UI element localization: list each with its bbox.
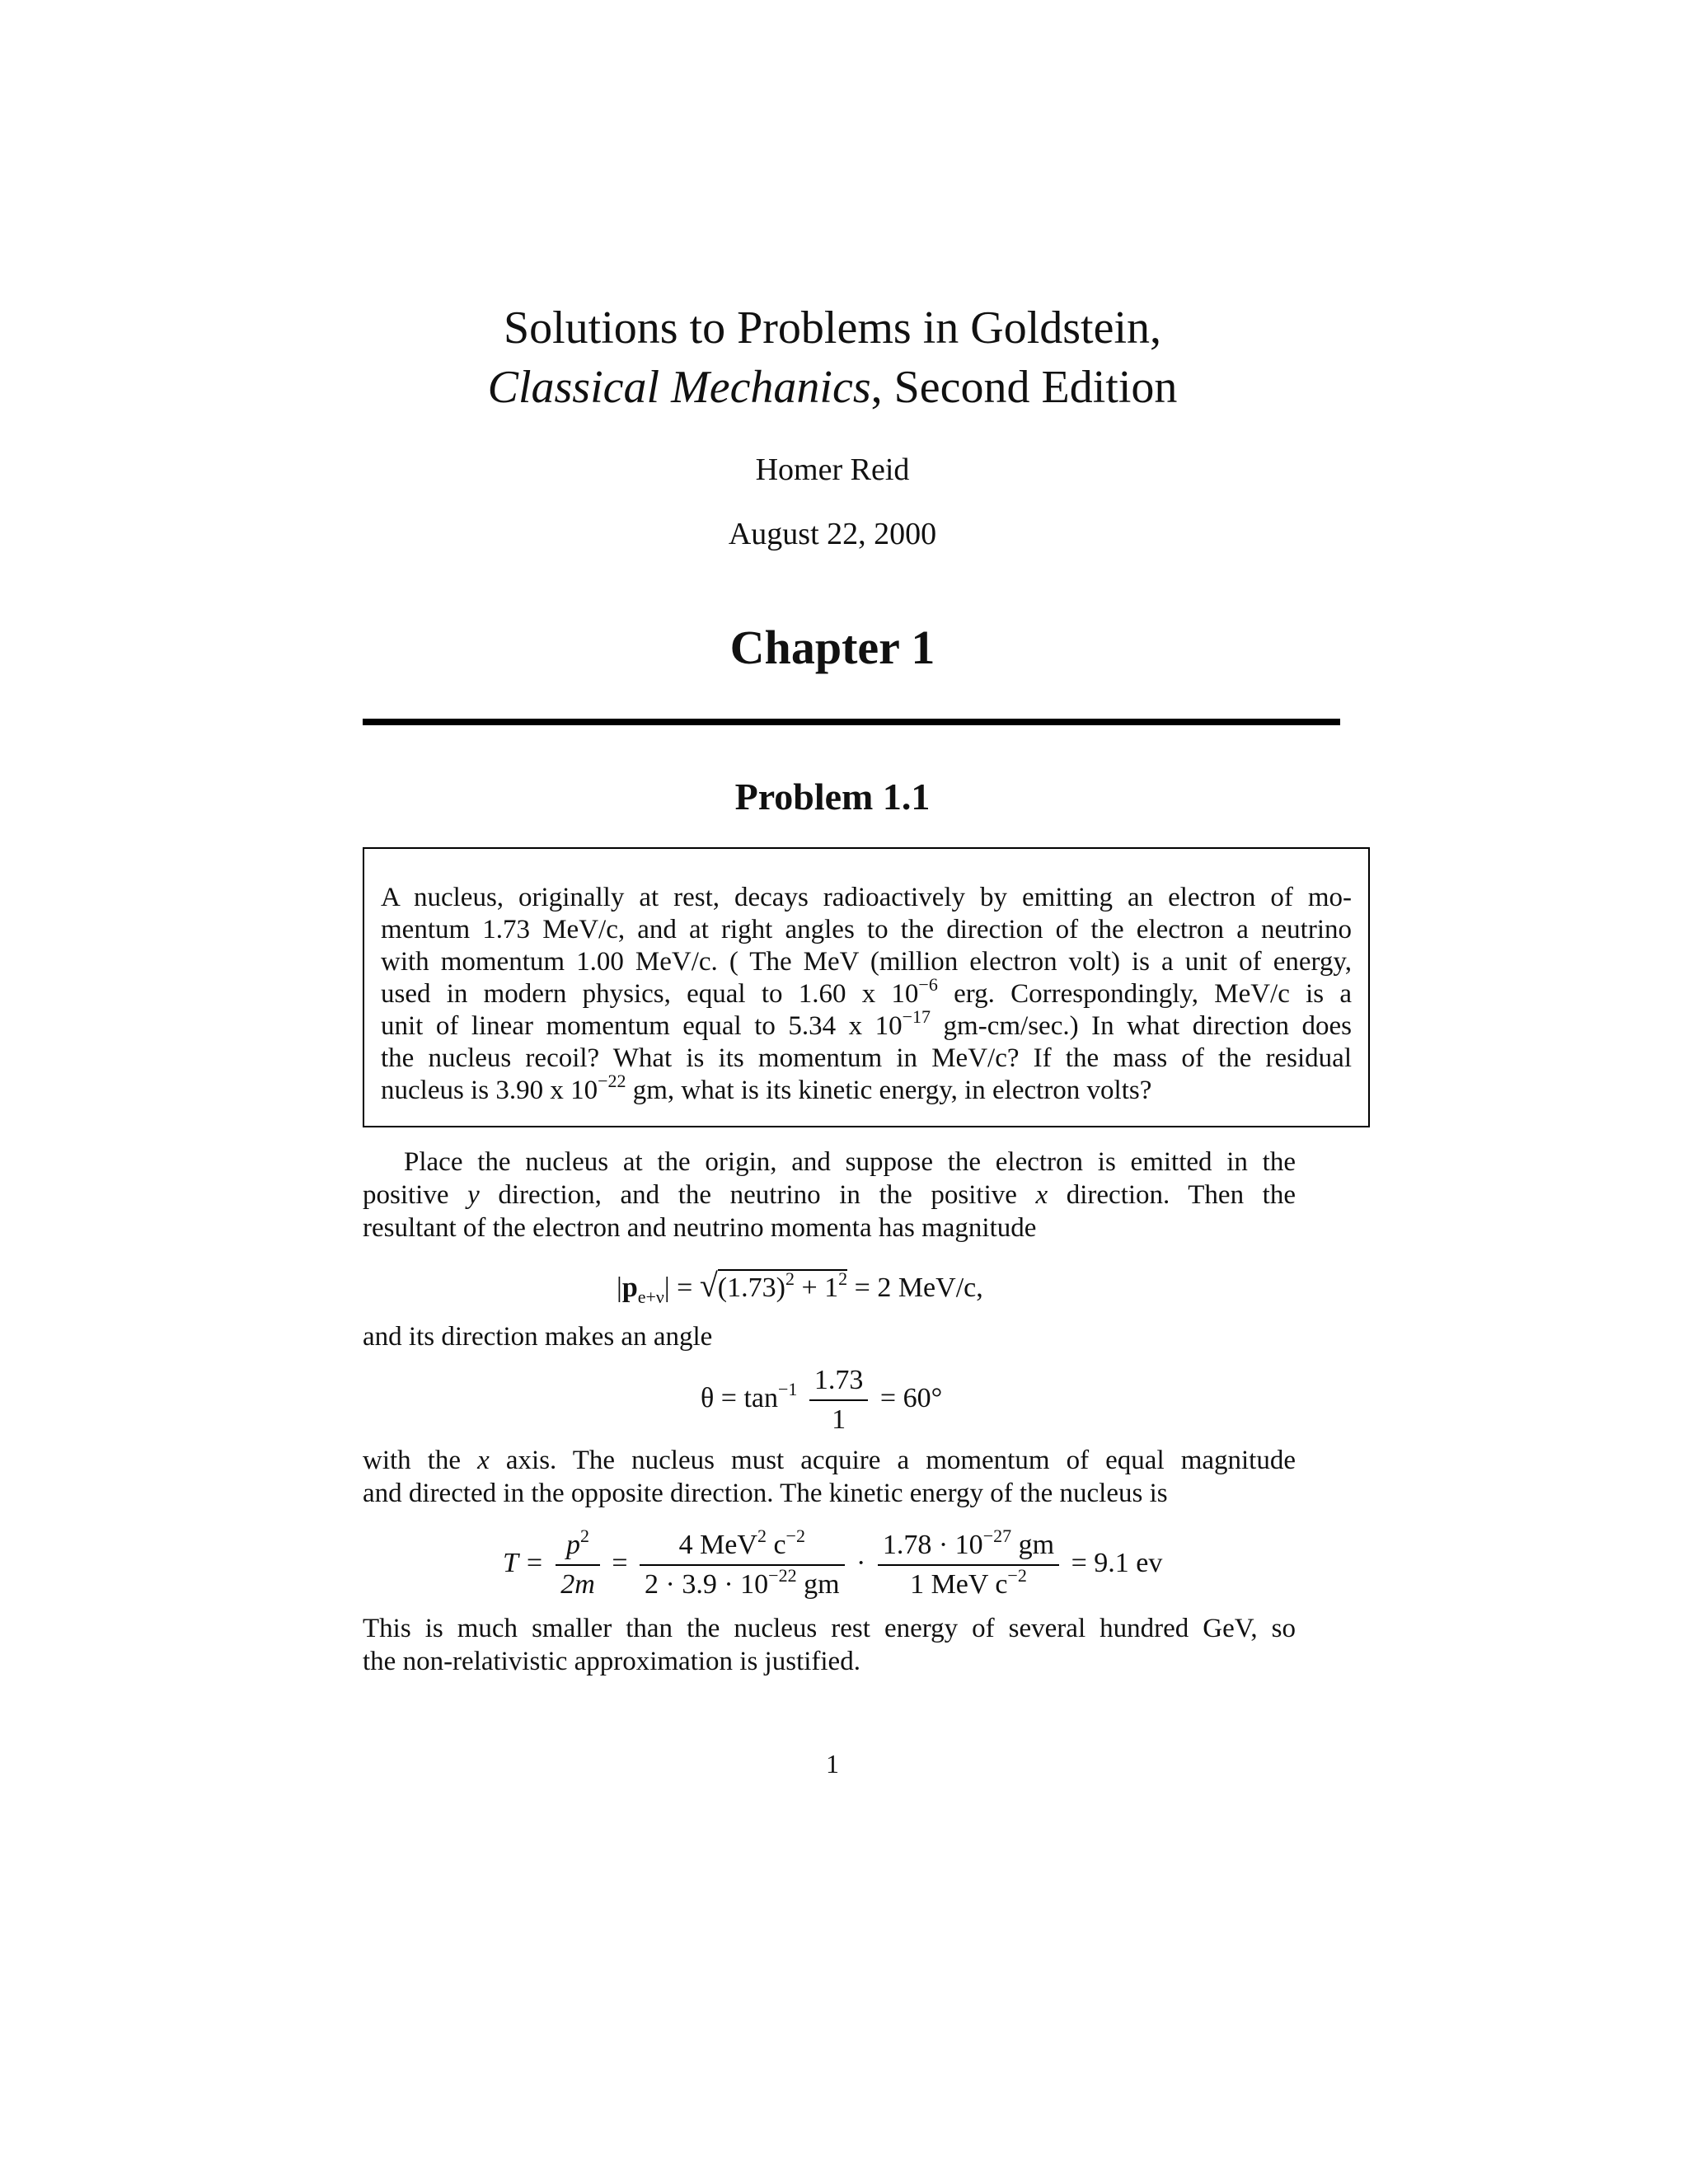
- exponent: −22: [598, 1071, 626, 1091]
- eq-text: (1.73): [717, 1272, 785, 1303]
- eq-subscript: e+ν: [637, 1286, 664, 1307]
- statement-text: gm, what is its kinetic energy, in electron volts?: [626, 1076, 1152, 1105]
- eq-text: =: [612, 1547, 628, 1578]
- edition-text: , Second Edition: [870, 362, 1178, 413]
- eq-text: ·: [856, 1547, 866, 1578]
- exponent: −1: [778, 1378, 798, 1399]
- statement-line: [381, 1071, 1352, 1107]
- equation-momentum-magnitude: [617, 1266, 983, 1305]
- title-line-1: Solutions to Problems in Goldstein,: [503, 302, 1162, 354]
- sqrt-content: [718, 1269, 847, 1303]
- paragraph-text: with the: [363, 1446, 478, 1475]
- problem-statement-box: [363, 847, 1370, 1127]
- eq-text: T =: [503, 1547, 544, 1578]
- denominator: [640, 1566, 845, 1601]
- paragraph-line: This is much smaller than the nucleus rest energy of several hundred GeV, so: [363, 1614, 1296, 1643]
- paragraph-line: resultant of the electron and neutrino momenta has magnitude: [363, 1213, 1037, 1243]
- statement-text: gm-cm/sec.) In what direction does: [931, 1011, 1352, 1041]
- paragraph-line: Place the nucleus at the origin, and suppose the electron is emitted in the: [404, 1147, 1296, 1177]
- author: Homer Reid: [755, 452, 910, 487]
- statement-text: unit of linear momentum equal to 5.34 x 10: [381, 1011, 903, 1041]
- fraction: [809, 1365, 869, 1436]
- fraction: [556, 1526, 600, 1601]
- denominator: [878, 1566, 1059, 1601]
- math-variable: y: [467, 1180, 480, 1210]
- paragraph-line: and directed in the opposite direction. The kinetic energy of the nucleus is: [363, 1479, 1168, 1508]
- problem-heading: Problem 1.1: [734, 776, 931, 818]
- fraction: [640, 1526, 845, 1601]
- statement-line: with momentum 1.00 MeV/c. ( The MeV (million electron volt) is a unit of energy,: [381, 947, 1352, 977]
- statement-line: mentum 1.73 MeV/c, and at right angles to the direction of the electron a neutrino: [381, 915, 1352, 944]
- paragraph-line: the non-relativistic approximation is justified.: [363, 1647, 860, 1676]
- paragraph-text: direction. Then the: [1048, 1180, 1296, 1210]
- fraction: [878, 1526, 1059, 1601]
- exponent: 2: [838, 1268, 848, 1289]
- eq-text: c: [766, 1530, 786, 1560]
- eq-vector-p: p: [621, 1272, 638, 1303]
- eq-text: + 1: [794, 1272, 839, 1303]
- exponent: −6: [918, 974, 938, 995]
- eq-text: | =: [663, 1272, 700, 1303]
- numerator: [556, 1526, 600, 1566]
- title-line-2: [0, 358, 1665, 417]
- sqrt-sign: √: [699, 1267, 718, 1304]
- paragraph-text: axis. The nucleus must acquire a momentum of equal magnitude: [489, 1446, 1296, 1475]
- numerator: [640, 1526, 845, 1566]
- paragraph-line: [363, 1179, 1296, 1212]
- exponent: −2: [785, 1526, 805, 1546]
- statement-line: A nucleus, originally at rest, decays radioactively by emitting an electron of mo-: [381, 883, 1352, 912]
- numerator: [878, 1526, 1059, 1566]
- statement-line: [381, 974, 1352, 1010]
- book-title: Classical Mechanics: [487, 362, 871, 413]
- denominator: [556, 1566, 600, 1601]
- eq-text: gm: [796, 1569, 840, 1600]
- date: August 22, 2000: [728, 517, 937, 551]
- page-number: 1: [826, 1749, 839, 1779]
- math-variable: x: [477, 1446, 490, 1475]
- eq-text: p: [566, 1530, 581, 1560]
- math-variable: x: [1035, 1180, 1048, 1210]
- eq-text: 2m: [560, 1569, 595, 1600]
- equation-angle: [701, 1365, 942, 1436]
- paragraph-line: [363, 1444, 1296, 1477]
- exponent: −2: [1007, 1565, 1027, 1586]
- statement-text: erg. Correspondingly, MeV/c is a: [937, 979, 1352, 1009]
- statement-line: [381, 1006, 1352, 1043]
- statement-line: the nucleus recoil? What is its momentum in MeV/c? If the mass of the residual: [381, 1043, 1352, 1073]
- eq-text: = 2 MeV/c,: [847, 1272, 983, 1303]
- eq-text: θ = tan: [701, 1382, 778, 1413]
- solution-paragraph-2: [363, 1320, 1296, 1353]
- solution-paragraph-4: [363, 1612, 1296, 1678]
- paragraph-text: positive: [363, 1180, 468, 1210]
- eq-text: 1 MeV c: [910, 1569, 1008, 1600]
- eq-text: 2 · 3.9 · 10: [645, 1569, 769, 1600]
- chapter-heading: Chapter 1: [729, 621, 935, 674]
- eq-text: = 60°: [879, 1382, 943, 1413]
- exponent: −17: [902, 1006, 931, 1027]
- exponent: −27: [982, 1526, 1012, 1546]
- exponent: 2: [580, 1526, 590, 1546]
- solution-paragraph-3: [363, 1444, 1296, 1510]
- eq-text: |: [617, 1272, 622, 1303]
- numerator: 1.73: [809, 1365, 869, 1401]
- statement-text: nucleus is 3.90 x 10: [381, 1076, 598, 1105]
- exponent: 2: [757, 1526, 767, 1546]
- exponent: 2: [785, 1268, 795, 1289]
- chapter-rule: [363, 719, 1340, 725]
- eq-text: 1.78 · 10: [882, 1530, 983, 1560]
- solution-paragraph-1: [363, 1146, 1296, 1244]
- equation-kinetic-energy: [503, 1526, 1163, 1601]
- denominator: 1: [832, 1404, 846, 1435]
- eq-text: 4 MeV: [678, 1530, 757, 1560]
- paragraph-text: direction, and the neutrino in the positive: [479, 1180, 1036, 1210]
- statement-text: used in modern physics, equal to 1.60 x 10: [381, 979, 919, 1009]
- exponent: −22: [768, 1565, 797, 1586]
- eq-text: = 9.1 ev: [1071, 1547, 1163, 1578]
- paragraph-line: and its direction makes an angle: [363, 1322, 713, 1352]
- eq-text: gm: [1011, 1530, 1055, 1560]
